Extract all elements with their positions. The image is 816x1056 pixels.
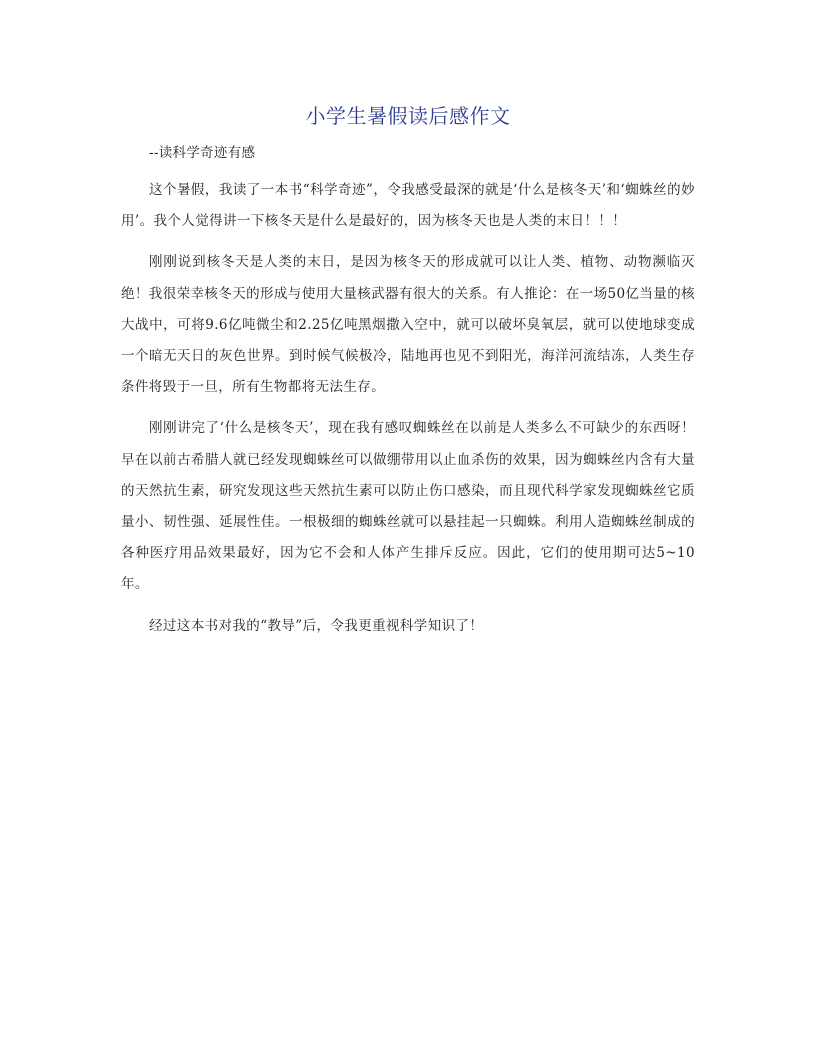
document-title: 小学生暑假读后感作文 xyxy=(305,104,511,128)
paragraph-1: 这个暑假，我读了一本书“科学奇迹”，令我感受最深的就是‘什么是核冬天’和‘蜘蛛丝的妙用’。我个人觉得讲一下核冬天是什么是最好的，因为核冬天也是人类的末日！！！ xyxy=(121,182,695,230)
paragraph-3: 刚刚讲完了‘什么是核冬天’，现在我有感叹蜘蛛丝在以前是人类多么不可缺少的东西呀！早在以前古希腊人就已经发现蜘蛛丝可以做绷带用以止血杀伤的效果，因为蜘蛛丝内含有大量的天然抗生素，研究发现这些天然抗生素可以防止伤口感染，而且现代科学家发现蜘蛛丝它质量小、韧性强、延展性佳。一根极细的蜘蛛丝就可以悬挂起一只蜘蛛。利用人造蜘蛛丝制成的各种医疗用品效果最好，因为它不会和人体产生排斥反应。因此，它们的使用期可达5~10年。 xyxy=(121,420,695,593)
paragraph-4: 经过这本书对我的“教导”后，令我更重视科学知识了！ xyxy=(149,617,484,634)
paragraph-2: 刚刚说到核冬天是人类的末日，是因为核冬天的形成就可以让人类、植物、动物濒临灭绝！我很荣幸核冬天的形成与使用大量核武器有很大的关系。有人推论：在一场50亿当量的核大战中，可将9.6亿吨微尘和2.25亿吨黑烟撒入空中，就可以破坏臭氧层，就可以使地球变成一个暗无天日的灰色世界。到时候气候极冷，陆地再也见不到阳光，海洋河流结冻，人类生存条件将毁于一旦，所有生物都将无法生存。 xyxy=(121,254,695,396)
document-subtitle: --读科学奇迹有感 xyxy=(149,145,256,161)
document-body xyxy=(121,140,695,652)
